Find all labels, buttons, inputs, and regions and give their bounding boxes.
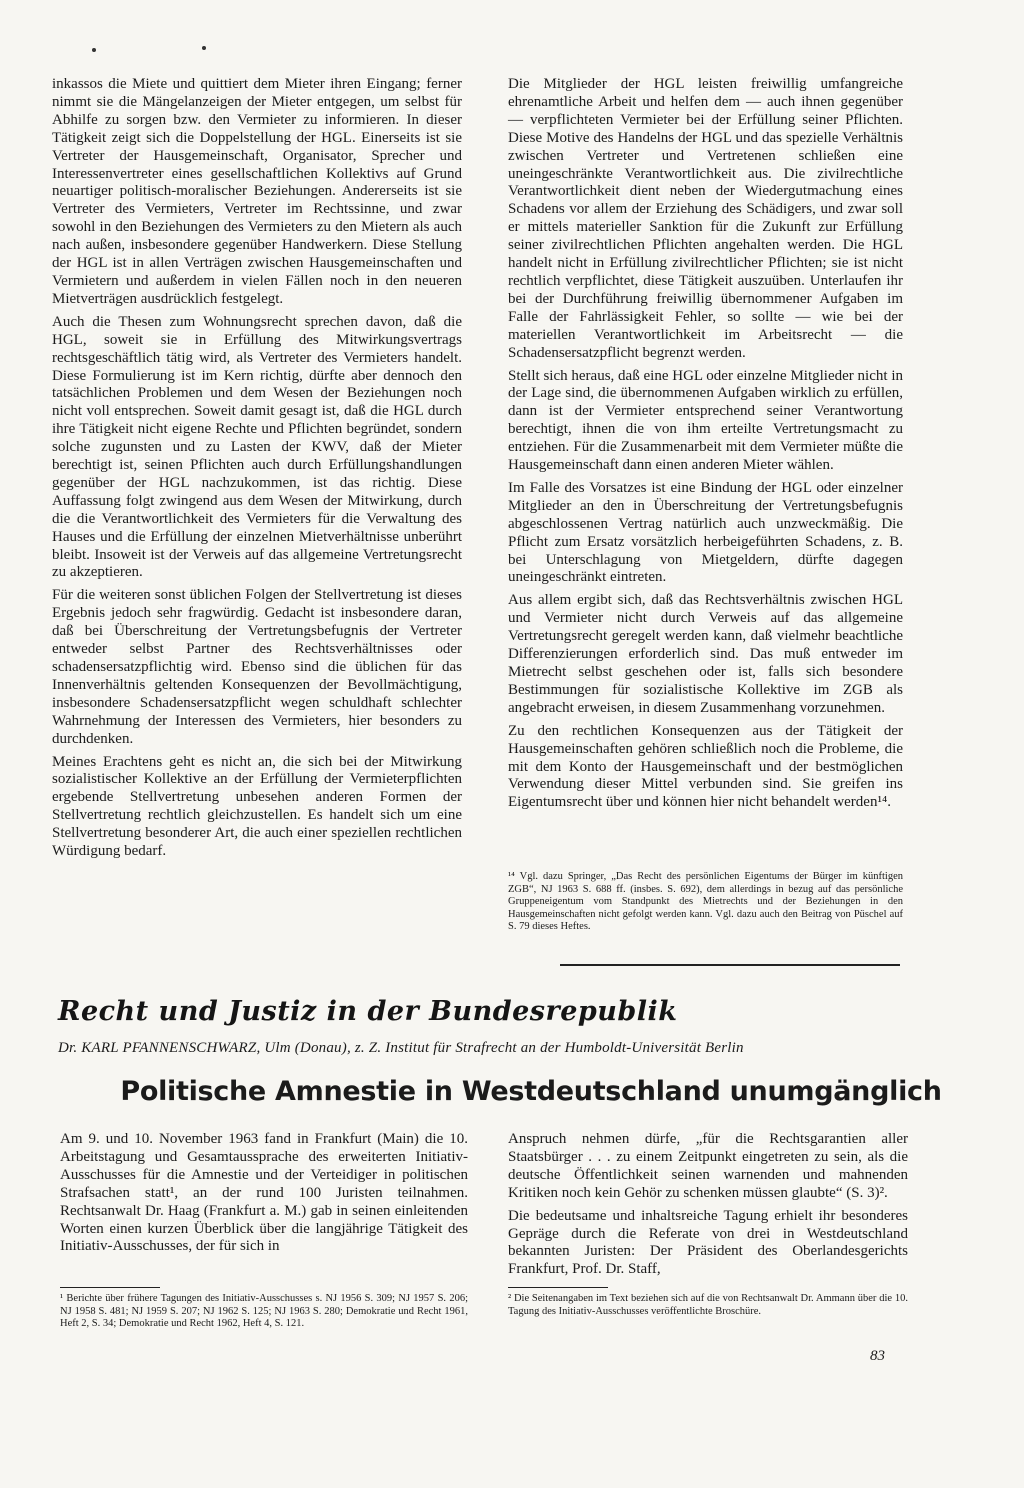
paragraph: Anspruch nehmen dürfe, „für die Rechtsgarantien aller Staatsbürger . . . zu einem Zeitpunkt eingetreten zu sein, als die deutsche Öffentlichkeit seinen warnenden und mahnenden Kritiken noch kein Gehör zu schenken müssen glaubte“ (S. 3)². [508,1131,908,1201]
article-headline: Politische Amnestie in Westdeutschland unumgänglich [120,1076,942,1107]
footnote-14 [508,871,903,934]
article-column-left [60,1131,468,1261]
paragraph: Stellt sich heraus, daß eine HGL oder einzelne Mitglieder nicht in der Lage sind, die übernommenen Aufgaben wirklich zu erfüllen, dann ist der Vermieter entsprechend seiner Verantwortung berechtigt, ihnen die von ihm erteilte Vertretungsmacht zu entziehen. Für die Zusammenarbeit mit dem Vermieter müßte die Hausgemeinschaft dann einen anderen Mieter wählen. [508,367,903,474]
paragraph: inkassos die Miete und quittiert dem Mieter ihren Eingang; ferner nimmt sie die Mängelanzeigen der Mieter entgegen, um selbst für Abhilfe zu sorgen bzw. den Vermieter zu informieren. In dieser Tätigkeit zeigt sich die Doppelstellung der HGL. Einerseits ist sie Vertreter der Hausgemeinschaft, Organisator, Sprecher und Interessenvertreter eines gesellschaftlichen Kollektivs auf Grund neuartiger politisch-moralischer Beziehungen. Andererseits ist sie Vertreter des Vermieters, Vertreter im Rechtssinne, und zwar sowohl in den Beziehungen des Vermieters zu den Mietern als auch nach außen, insbesondere gegenüber Handwerkern. Diese Stellung der HGL ist in allen Verträgen zwischen Hausgemeinschaften und Vermietern und außerdem in vielen Fällen noch in den neueren Mietverträgen ausdrücklich festgelegt. [52,76,462,307]
paragraph: Auch die Thesen zum Wohnungsrecht sprechen davon, daß die HGL, soweit sie in Erfüllung des Mitwirkungsvertrags rechtsgeschäftlich tätig wird, als Vertreter des Vermieters handelt. Diese Formulierung ist im Kern richtig, dürfte aber dennoch den tatsächlichen Problemen und dem Wesen der Beziehungen noch nicht voll entsprechen. Soweit damit gesagt ist, daß die HGL durch ihre Tätigkeit nicht eigene Rechte und Pflichten begründet, sondern solche zugunsten und zu Lasten der KWV, daß der Mieter berechtigt ist, seinen Pflichten auch durch Erfüllungshandlungen gegenüber der HGL nachzukommen, ist das richtig. Diese Auffassung folgt zwingend aus dem Wesen der Mitwirkung, durch die die Verantwortlichkeit des Vermieters für die Verwaltung des Hauses und die Erfüllung der einzelnen Mietverhältnisse unberührt bleibt. Insoweit ist der Verweis auf das allgemeine Vertretungsrecht zu akzeptieren. [52,313,462,581]
column-left-top [52,76,462,866]
scan-mark [202,46,206,50]
paragraph: Die bedeutsame und inhaltsreiche Tagung erhielt ihr besonderes Gepräge durch die Referate von drei in Westdeutschland bekannten Juristen: Der Präsident des Oberlandesgerichts Frankfurt, Prof. Dr. Staff, [508,1207,908,1278]
author-byline: Dr. KARL PFANNENSCHWARZ, Ulm (Donau), z. Z. Institut für Strafrecht an der Humboldt-Universität Berlin [58,1040,744,1056]
paragraph: Meines Erachtens geht es nicht an, die sich bei der Mitwirkung sozialistischer Kollektive an der Erfüllung der Vermieterpflichten ergebende Stellvertretung unbesehen anderen Formen der Stellvertretung rechtlich gleichzustellen. Es handelt sich um eine Stellvertretung besonderer Art, die auch einer speziellen rechtlichen Würdigung bedarf. [52,753,462,860]
paragraph: Die Mitglieder der HGL leisten freiwillig umfangreiche ehrenamtliche Arbeit und helfen dem — auch ihnen gegenüber — verpflichteten Vermieter bei der Erfüllung seiner Pflichten. Diese Motive des Handelns der HGL und das spezielle Verhältnis zwischen Vertreter und Vertretenen schließen eine uneingeschränkte Verantwortlichkeit aus. Die zivilrechtliche Verantwortlichkeit dient neben der Wiedergutmachung eines Schadens vor allem der Erziehung des Schädigers, und zwar soll er mittels materieller Sanktion für die Zukunft zur Erfüllung seiner zivilrechtlichen Pflichten angehalten werden. Die HGL handelt nicht in Erfüllung zivilrechtlicher Pflichten; sie ist nicht rechtlich verpflichtet, diese Tätigkeit auszuüben. Unterlaufen ihr bei der Durchführung freiwillig übernommener Aufgaben im Falle der Fahrlässigkeit Fehler, so sollte — wie bei der materiellen Verantwortlichkeit im Arbeitsrecht — die Schadensersatzpflicht begrenzt werden. [508,76,903,361]
footnote-text: ² Die Seitenangaben im Text beziehen sich auf die von Rechtsanwalt Dr. Ammann über die 10. Tagung des Initiativ-Ausschusses veröffentlichte Broschüre. [508,1293,908,1317]
article-column-right [508,1131,908,1284]
footnote-rule [508,1287,608,1288]
footnote-text: ¹⁴ Vgl. dazu Springer, „Das Recht des persönlichen Eigentums der Bürger im künftigen ZGB“, NJ 1963 S. 688 ff. (insbes. S. 692), dem allerdings in bezug auf das persönliche Gruppeneigentum vom Standpunkt des Mietrechts und der Beziehungen in den Hausgemeinschaften nicht gefolgt werden kann. Vgl. dazu auch den Beitrag von Püschel auf S. 79 dieses Heftes. [508,871,903,932]
footnote-text: ¹ Berichte über frühere Tagungen des Initiativ-Ausschusses s. NJ 1956 S. 309; NJ 1957 S. 206; NJ 1958 S. 481; NJ 1959 S. 207; NJ 1962 S. 125; NJ 1963 S. 280; Demokratie und Recht 1961, Heft 2, S. 34; Demokratie und Recht 1962, Heft 4, S. 121. [60,1293,468,1329]
footnote-2 [508,1293,908,1318]
paragraph: Für die weiteren sonst üblichen Folgen der Stellvertretung ist dieses Ergebnis jedoch sehr fragwürdig. Gedacht ist insbesondere daran, daß bei Überschreitung der Vertretungsbefugnis der Vertreter entweder selbst Partner des Rechtsverhältnisses oder schadensersatzpflichtig wird. Ebenso sind die üblichen für das Innenverhältnis geltenden Konsequenzen der Bevollmächtigung, insbesondere Schadensersatzpflicht wegen schuldhaft schlechter Wahrnehmung der Interessen des Vermieters, hier besonders zu durchdenken. [52,587,462,747]
paragraph: Am 9. und 10. November 1963 fand in Frankfurt (Main) die 10. Arbeitstagung und Gesamtaussprache des erweiterten Initiativ-Ausschusses für die Amnestie und der Verteidiger in politischen Strafsachen statt¹, an der rund 100 Juristen teilnahmen. Rechtsanwalt Dr. Haag (Frankfurt a. M.) gab in seinen einleitenden Worten einen kurzen Überblick über die langjährige Tätigkeit des Initiativ-Ausschusses, der für sich in [60,1131,468,1255]
column-right-top [508,76,903,817]
footnote-rule [60,1287,160,1288]
paragraph: Zu den rechtlichen Konsequenzen aus der Tätigkeit der Hausgemeinschaften gehören schließlich noch die Probleme, die mit dem Konto der Hausgemeinschaft und der bestmöglichen Verwendung dieser Mittel verbunden sind. Sie greifen ins Eigentumsrecht über und können hier nicht behandelt werden¹⁴. [508,722,903,811]
section-title: Recht und Justiz in der Bundesrepublik [58,996,678,1027]
footnote-1 [60,1293,468,1331]
section-divider [560,964,900,966]
paragraph: Im Falle des Vorsatzes ist eine Bindung der HGL oder einzelner Mitglieder an den in Überschreitung der Vertretungsbefugnis abgeschlossenen Vertrag natürlich auch unzweckmäßig. Die Pflicht zum Ersatz vorsätzlich herbeigeführten Schadens, z. B. bei Unterschlagung von Mietgeldern, dürfte dagegen uneingeschränkt eintreten. [508,479,903,586]
paragraph: Aus allem ergibt sich, daß das Rechtsverhältnis zwischen HGL und Vermieter nicht durch Verweis auf das allgemeine Vertretungsrecht geregelt werden kann, daß vielmehr beachtliche Differenzierungen erforderlich sind. Das muß entweder im Mietrecht selbst geschehen oder ist, falls sich besondere Bestimmungen für sozialistische Kollektive im ZGB als angebracht erweisen, in diesem Zusammenhang vorzunehmen. [508,592,903,716]
scan-mark [92,48,96,52]
page-number: 83 [870,1348,885,1364]
